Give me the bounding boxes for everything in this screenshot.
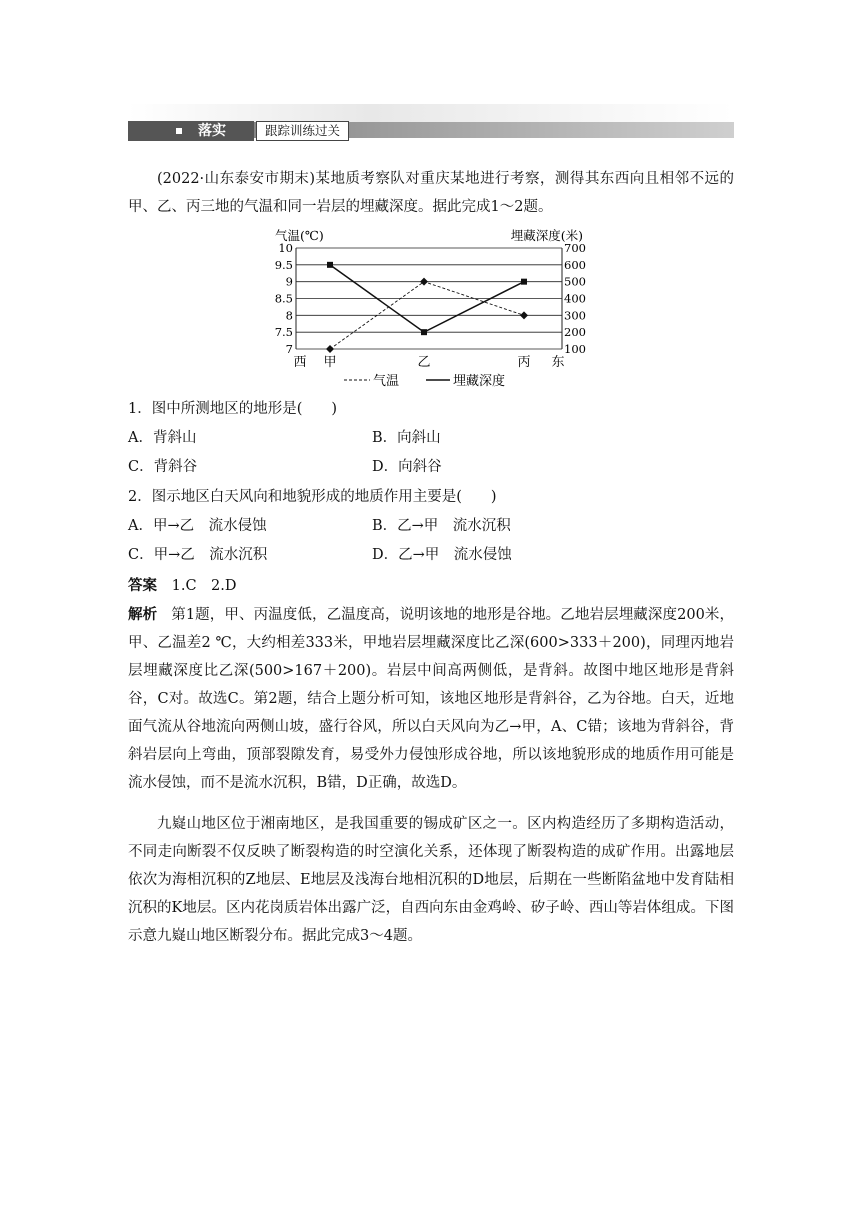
right-tick-label: 300 bbox=[564, 308, 586, 323]
section-banner bbox=[128, 104, 734, 144]
left-axis-ticks bbox=[275, 241, 293, 356]
q2-option-d: D．乙→甲 流水侵蚀 bbox=[372, 547, 512, 563]
category-label: 乙 bbox=[417, 355, 431, 370]
right-tick-label: 700 bbox=[564, 241, 586, 255]
right-tick-label: 100 bbox=[564, 342, 586, 356]
data-point-diamond bbox=[420, 278, 428, 286]
q1-option-a: A．背斜山 bbox=[128, 430, 197, 446]
temperature-depth-chart bbox=[272, 228, 592, 394]
right-axis-label: 埋藏深度(米) bbox=[510, 228, 583, 243]
category-label: 丙 bbox=[517, 355, 531, 370]
chart-series bbox=[326, 262, 528, 353]
category-label: 甲 bbox=[323, 355, 337, 370]
section-tag bbox=[128, 121, 254, 141]
q1-option-d: D．向斜谷 bbox=[372, 459, 442, 475]
left-tick-label: 9.5 bbox=[274, 257, 293, 272]
q2-option-b: B．乙→甲 流水沉积 bbox=[372, 518, 511, 534]
square-icon bbox=[176, 128, 182, 134]
intro-paragraph-2: 九嶷山地区位于湘南地区，是我国重要的锡成矿区之一。区内构造经历了多期构造活动，不同走向断裂不仅反映了断裂构造的时空演化关系，还体现了断裂构造的成矿作用。出露地层依次为海相沉积的Z地层、E地层及浅海台地相沉积的D地层，后期在一些断陷盆地中发育陆相沉积的K地层。区内花岗质岩体出露广泛，自西向东由金鸡岭、矽子岭、西山等岩体组成。下图示意九嶷山地区断裂分布。据此完成3～4题。 bbox=[128, 816, 734, 944]
question-1-stem: 1．图中所测地区的地形是( ) bbox=[128, 401, 338, 417]
q1-option-b: B．向斜山 bbox=[372, 430, 441, 446]
question-2-stem: 2．图示地区白天风向和地貌形成的地质作用主要是( ) bbox=[128, 489, 497, 505]
q2-option-c: C．甲→乙 流水沉积 bbox=[128, 547, 268, 563]
answer-text: 1.C 2.D bbox=[171, 578, 237, 594]
answer-line bbox=[128, 576, 237, 596]
data-point-square bbox=[421, 329, 427, 335]
legend-label-depth: 埋藏深度 bbox=[453, 374, 506, 389]
left-tick-label: 10 bbox=[278, 241, 293, 255]
left-axis-label: 气温(℃) bbox=[275, 228, 324, 243]
left-tick-label: 7 bbox=[285, 342, 293, 356]
section-subtitle: 跟踪训练过关 bbox=[256, 121, 349, 141]
legend-label-temperature: 气温 bbox=[373, 374, 400, 389]
east-label: 东 bbox=[551, 355, 565, 370]
q2-option-a: A．甲→乙 流水侵蚀 bbox=[128, 518, 267, 534]
section-tag-label: 落实 bbox=[198, 123, 226, 139]
analysis-label: 解析 bbox=[128, 607, 158, 623]
banner-shade bbox=[128, 104, 734, 122]
left-tick-label: 9 bbox=[285, 274, 293, 289]
analysis-paragraph bbox=[128, 601, 734, 797]
left-tick-label: 8.5 bbox=[274, 291, 293, 306]
data-point-square bbox=[521, 279, 527, 285]
left-tick-label: 8 bbox=[285, 308, 293, 323]
intro-paragraph-1: (2022·山东泰安市期末)某地质考察队对重庆某地进行考察，测得其东西向且相邻不远的甲、乙、丙三地的气温和同一岩层的埋藏深度。据此完成1～2题。 bbox=[128, 171, 734, 215]
data-point-diamond bbox=[520, 311, 528, 319]
right-tick-label: 200 bbox=[564, 325, 586, 340]
right-tick-label: 500 bbox=[564, 274, 586, 289]
answer-label: 答案 bbox=[128, 578, 157, 594]
right-tick-label: 400 bbox=[564, 291, 586, 306]
category-labels bbox=[293, 355, 564, 370]
right-axis-ticks bbox=[564, 241, 586, 356]
data-point-square bbox=[327, 262, 333, 268]
data-point-diamond bbox=[326, 345, 334, 353]
chart-grid bbox=[296, 248, 562, 349]
right-tick-label: 600 bbox=[564, 257, 586, 272]
q1-option-c: C．背斜谷 bbox=[128, 459, 198, 475]
chart-legend bbox=[344, 373, 505, 389]
left-tick-label: 7.5 bbox=[274, 325, 293, 340]
west-label: 西 bbox=[293, 355, 307, 370]
analysis-text: 第1题，甲、丙温度低，乙温度高，说明该地的地形是谷地。乙地岩层埋藏深度200米，甲、乙温差2 ℃，大约相差333米，甲地岩层埋藏深度比乙深(600>333＋200)，同理丙地岩层埋藏深度比乙深(500>167＋200)。岩层中间高两侧低，是背斜。故图中地区地形是背斜谷，C对。故选C。第2题，结合上题分析可知，该地区地形是背斜谷，乙为谷地。白天，近地面气流从谷地流向两侧山坡，盛行谷风，所以白天风向为乙→甲，A、C错；该地为背斜谷，背斜岩层向上弯曲，顶部裂隙发育，易受外力侵蚀形成谷地，所以该地貌形成的地质作用可能是流水侵蚀，而不是流水沉积，B错，D正确，故选D。 bbox=[128, 607, 735, 791]
